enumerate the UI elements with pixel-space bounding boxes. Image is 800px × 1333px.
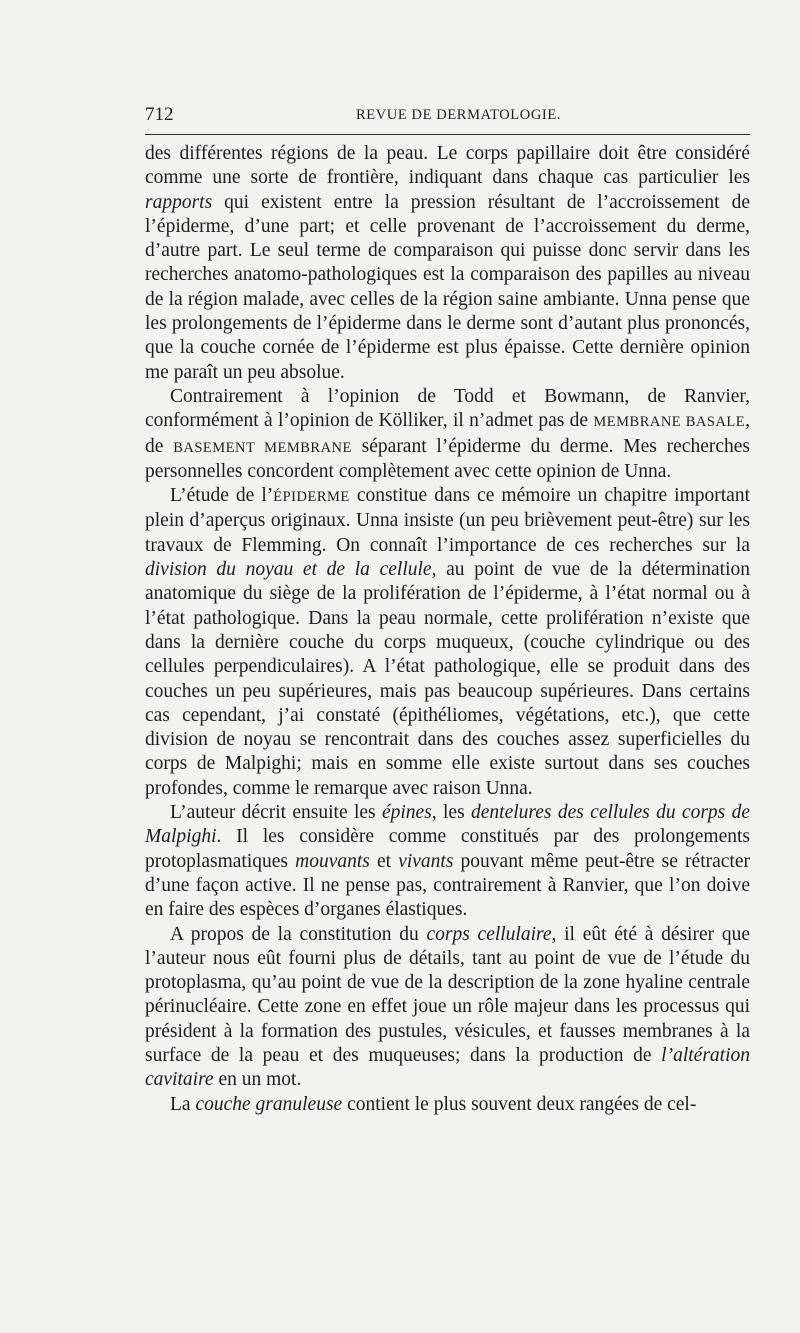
italic-text: rapports: [145, 191, 213, 213]
text-run: , au point de vue de la détermination anatomique du siège de la prolifération de l’épiderme, à l’état normal ou à l’état pathologique. Dans la peau normale, cette prolifération n’existe que dans la dernière couche du corps muqueux, (couche cylindrique ou des cellules perpendiculaires). A l’état pathologique, elle se produit dans des couches un peu supérieures, mais pas beaucoup supérieures. Dans certains cas cependant, j’ai constaté (épithéliomes, végétations, etc.), que cette division de noyau se rencontrait dans des couches assez superficielles du corps de Malpighi; mais en somme elle existe surtout dans ses couches profondes, comme le remarque avec raison Unna.: [145, 559, 751, 799]
text-run: A propos de la constitution du: [170, 923, 427, 945]
text-run: . Il les considère comme constitués par des prolongements protoplasmatiques: [145, 826, 750, 872]
page-number: 712: [145, 104, 174, 125]
italic-text: vivants: [398, 850, 454, 872]
text-run: , les: [431, 802, 472, 824]
text-run: pouvant même peut-être se rétracter d’une façon active. Il ne pense pas, contrairement à Ranvier, que l’on doive en faire des espèces d’organes élastiques.: [145, 850, 750, 921]
paragraph: [145, 484, 750, 801]
italic-text: corps cellulaire: [426, 923, 552, 945]
small-caps-text: MEMBRANE BASALE: [593, 414, 746, 431]
text-run: contient le plus souvent deux rangées de cel-: [342, 1093, 697, 1115]
text-run: des différentes régions de la peau. Le corps papillaire doit être considéré comme une sorte de frontière, indiquant dans chaque cas particulier les: [145, 143, 750, 189]
text-run: L’auteur décrit ensuite les: [170, 802, 382, 824]
header-rule: [145, 134, 750, 135]
italic-text: dentelures des cellules du corps de Malpighi: [145, 802, 750, 848]
text-run: qui existent entre la pression résultant de l’accroissement de l’épiderme, d’une part; et celle provenant de l’accroissement du derme, d’autre part. Le seul terme de comparaison qui puisse donc servir dans les recherches anatomo-pathologiques est la comparaison des papilles au niveau de la région malade, avec celles de la région saine ambiante. Unna pense que les prolongements de l’épiderme dans le derme sont d’autant plus prononcés, que la couche cornée de l’épiderme est plus épaisse. Cette dernière opinion me paraît un peu absolue.: [145, 191, 750, 383]
paragraph: [145, 142, 750, 385]
italic-text: division du noyau et de la cellule: [145, 559, 432, 581]
text-run: Contrairement à l’opinion de Todd et Bowmann, de Ranvier, conformément à l’opinion de Kölliker, il n’admet pas de: [145, 385, 750, 432]
text-run: , de: [145, 410, 751, 457]
text-run: en un mot.: [213, 1069, 302, 1091]
text-run: , il eût été à désirer que l’auteur nous eût fourni plus de détails, tant au point de vue de l’étude du protoplasma, qu’au point de vue de la description de la zone hyaline centrale périnucléaire. Cette zone en effet joue un rôle majeur dans les processus qui président à la formation des pustules, vésicules, et fausses membranes à la surface de la peau et des muqueuses; dans la production de: [145, 923, 750, 1066]
body-text: [145, 142, 750, 1117]
italic-text: épines: [381, 802, 432, 824]
small-caps-text: BASEMENT MEMBRANE: [173, 439, 352, 456]
text-run: constitue dans ce mémoire un chapitre important plein d’aperçus originaux. Unna insiste (un peu brièvement peut-être) sur les travaux de Flemming. On connaît l’importance de ces recherches sur la: [145, 485, 750, 556]
text-run: et: [369, 850, 399, 872]
text-run: séparant l’épiderme du derme. Mes recherches personnelles concordent complètement avec cette opinion de Unna.: [145, 435, 751, 482]
paragraph: [145, 1093, 750, 1117]
italic-text: couche granuleuse: [195, 1093, 343, 1115]
paragraph: [145, 801, 750, 922]
running-title: REVUE DE DERMATOLOGIE.: [355, 107, 562, 123]
paragraph: [145, 923, 750, 1093]
text-run: La: [170, 1093, 196, 1115]
italic-text: l’altération cavitaire: [145, 1044, 750, 1091]
page-header: [145, 104, 750, 130]
small-caps-text: ÉPIDERME: [273, 489, 350, 506]
text-run: L’étude de l’: [170, 485, 274, 507]
paragraph: [145, 385, 750, 484]
italic-text: mouvants: [295, 850, 370, 872]
